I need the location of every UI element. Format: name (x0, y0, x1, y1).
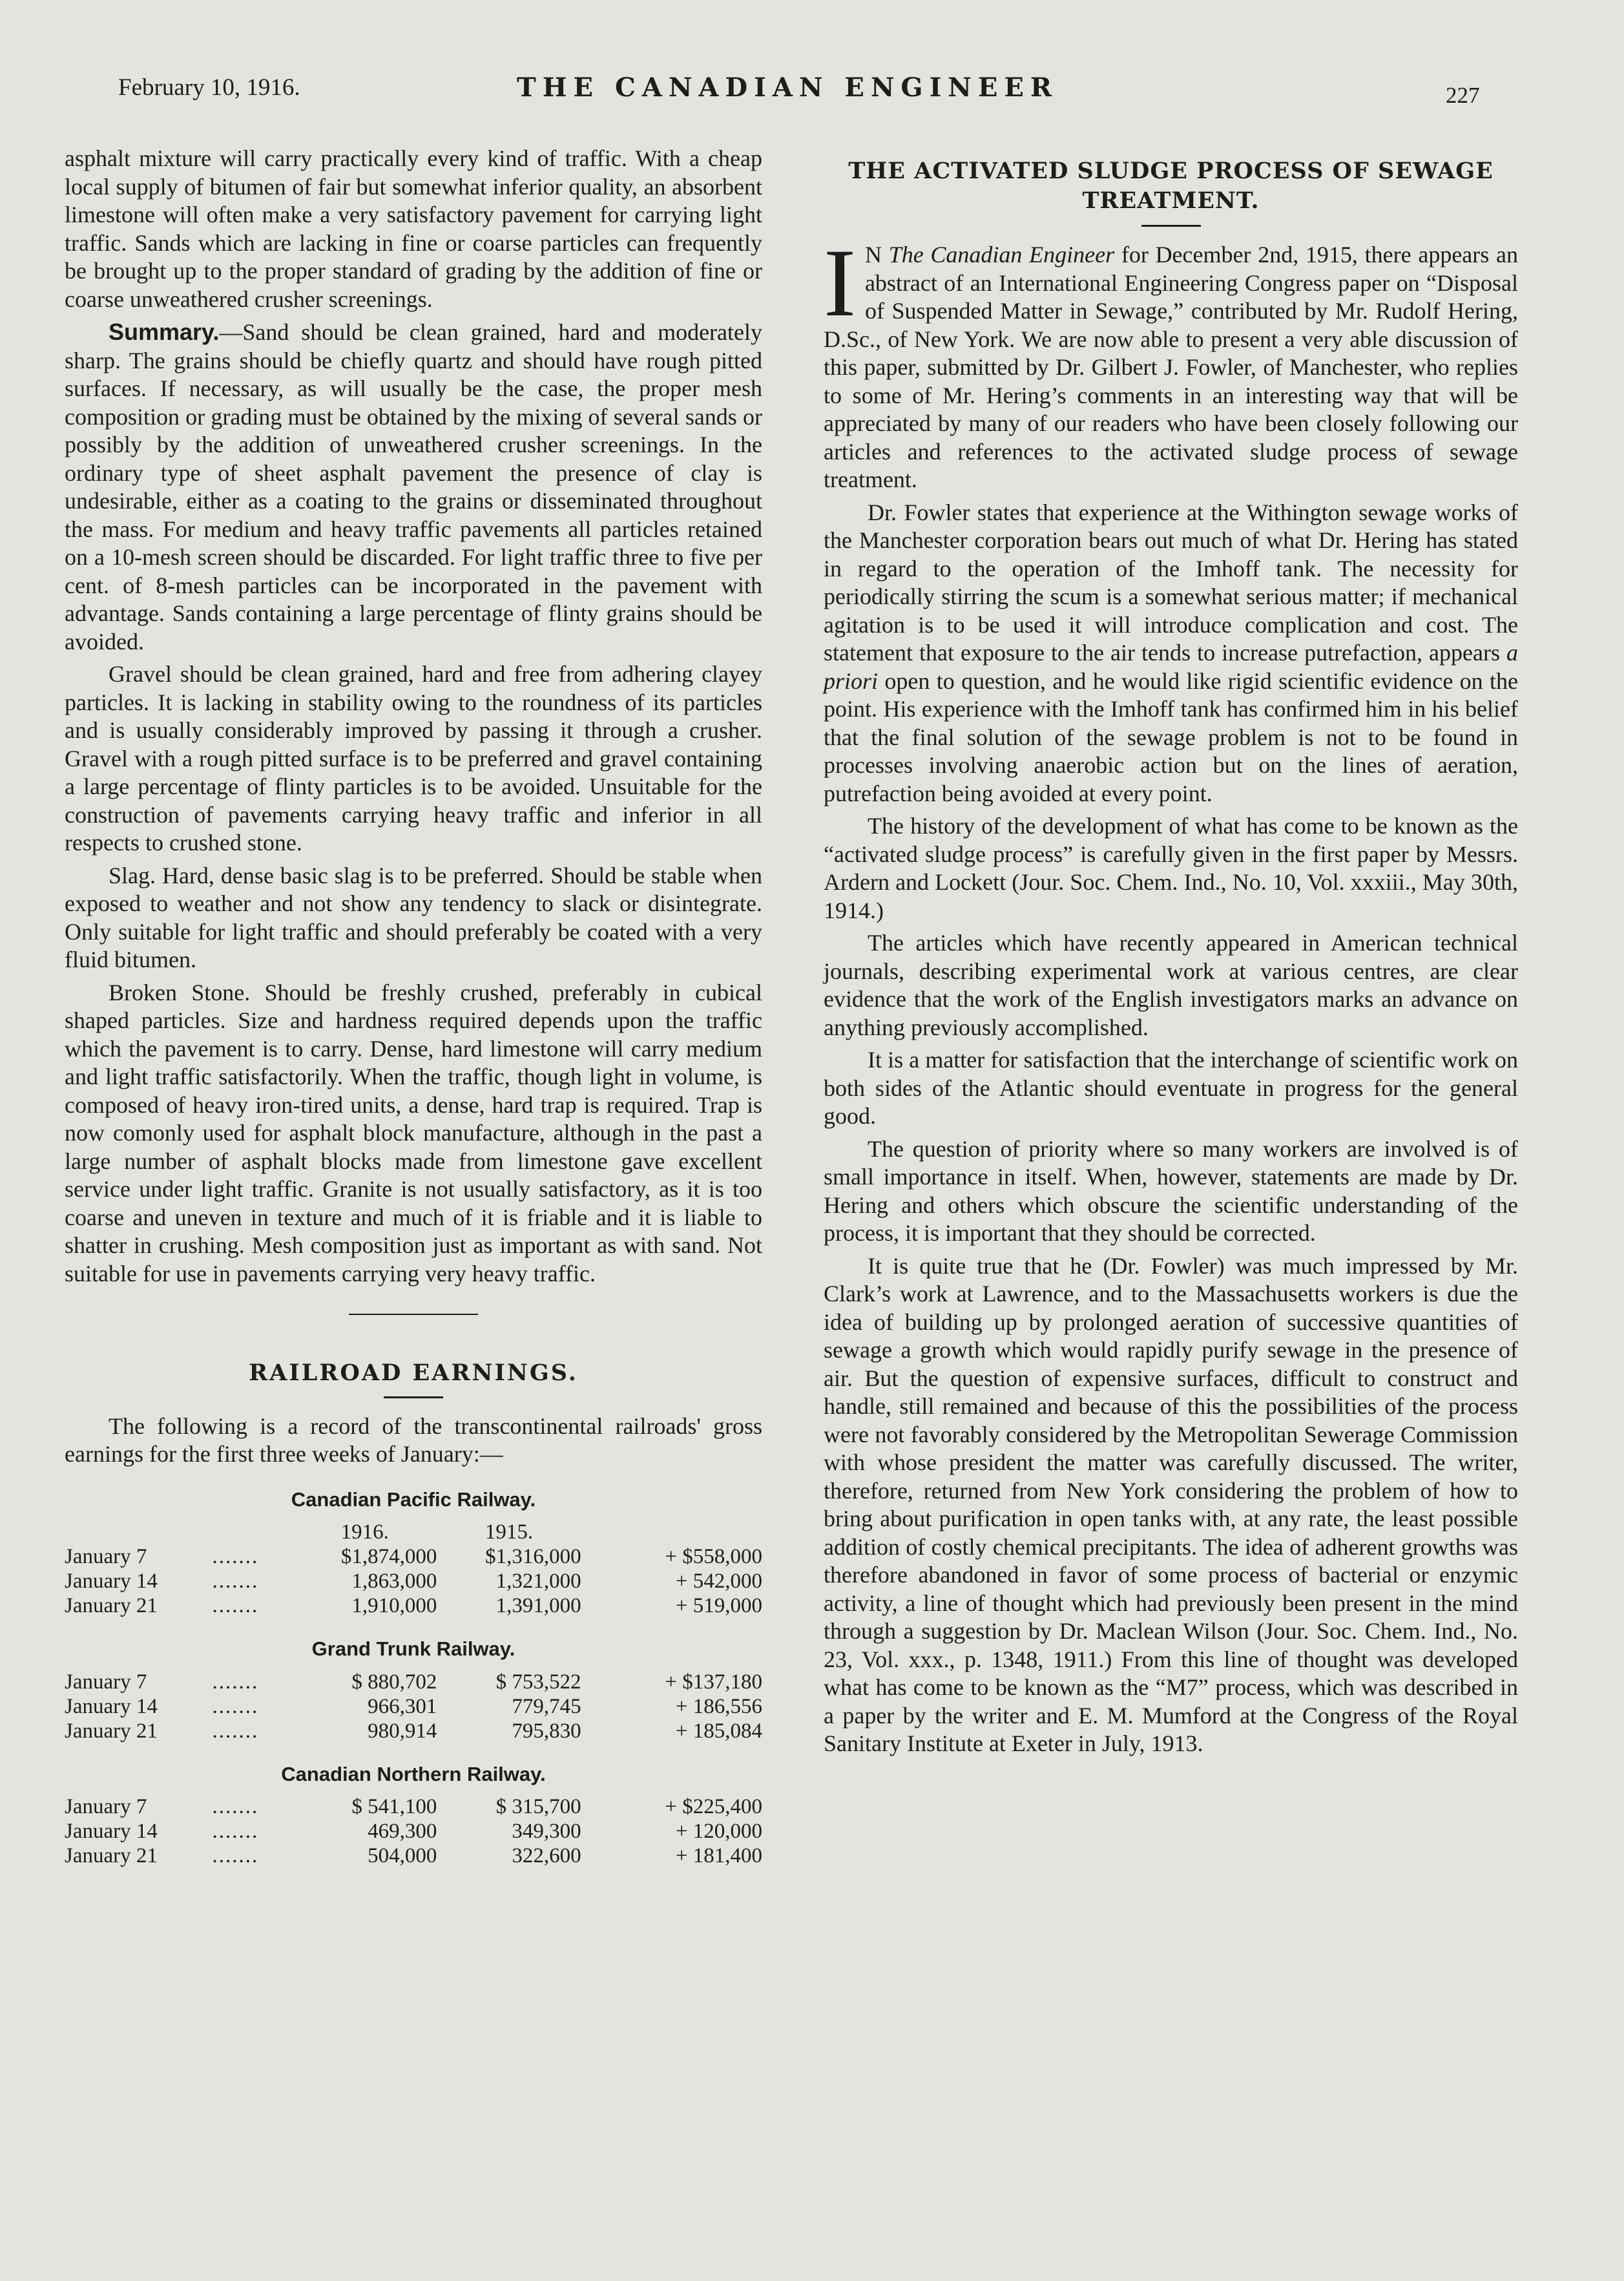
summary-text: —Sand should be clean grained, hard and moderately sharp. The grains should be chiefly quartz and should have rough pitted surfaces. If necessary, as will usually be the case, the proper mesh composition or grading must be obtained by the mixing of several sands or possibly by the addition of unweathered crusher screenings. In the ordinary type of sheet asphalt pavement the presence of clay is undesirable, either as a coating to the grains or disseminated throughout the mass. For medium and heavy traffic pavements all particles retained on a 10-mesh screen should be discarded. For light traffic three to five per cent. of 8-mesh particles can be incorporated in the pavement with advantage. Sands containing a large percentage of flinty grains should be avoided. (65, 319, 762, 655)
table-row: January 7 ....... $1,874,000 $1,316,000 + $558,000 (65, 1545, 762, 1568)
table-row: January 14 ....... 966,301 779,745 + 186,556 (65, 1694, 762, 1718)
article-title: THE ACTIVATED SLUDGE PROCESS OF SEWAGE TREATMENT. (848, 158, 1494, 214)
railroad-intro: The following is a record of the transcontinental railroads' gross earnings for the first three weeks of January:— (65, 1413, 762, 1467)
page-number: 227 (1446, 83, 1480, 108)
section-divider (349, 1314, 478, 1315)
issue-date: February 10, 1916. (118, 74, 300, 101)
table-row: January 21 ....... 980,914 795,830 + 185,084 (65, 1719, 762, 1743)
earnings-table (65, 1794, 762, 1868)
paragraph: asphalt mixture will carry practically every kind of traffic. With a cheap local supply of bitumen of fair but somewhat inferior quality, an absorbent limestone will often make a very satisfactory pavement for carrying light traffic. Sands which are lacking in fine or coarse particles can frequently be brought up to the proper standard of grading by the addition of fine or coarse unweathered crusher screenings. (65, 145, 762, 312)
running-header (0, 70, 1624, 115)
railway-name: Canadian Pacific Railway. (291, 1487, 536, 1511)
year-1916: 1916. (340, 1520, 389, 1544)
railway-name: Grand Trunk Railway. (311, 1637, 515, 1660)
paragraph: Gravel should be clean grained, hard and free from adhering clayey particles. It is lacking in stability owing to the roundness of its particles and is usually considerably improved by passing it through a crusher. Gravel with a rough pitted surface is to be preferred and gravel containing a large percentage of flinty particles is to be avoided. Unsuitable for the construction of pavements carrying heavy traffic and inferior in all respects to crushed stone. (65, 661, 762, 856)
earnings-table (65, 1670, 762, 1743)
article-first-paragraph: I N The Canadian Engineer for December 2nd, 1915, there appears an abstract of an International Engineering Congress paper on “Disposal of Suspended Matter in Sewage,” contributed by Mr. Rudolf Hering, D.Sc., of New York. We are now able to present a very able discussion of this paper, submitted by Dr. Gilbert J. Fowler, of Manchester, who replies to some of Mr. Hering’s comments in an interesting way that will be appreciated by many of our readers who have been closely following our articles and references to the activated sludge process of sewage treatment. (824, 229, 1518, 492)
paragraph: Slag. Hard, dense basic slag is to be preferred. Should be stable when exposed to weather and not show any tendency to slack or disintegrate. Only suitable for light traffic and should preferably be coated with a very fluid bitumen. (65, 862, 762, 972)
earnings-table (65, 1520, 762, 1618)
paragraph: The articles which have recently appeared in American technical journals, describing experimental work at various centres, are clear evidence that the work of the English investigators marks an advance on anything previously accomplished. (824, 930, 1518, 1040)
table-row: January 14 ....... 469,300 349,300 + 120,000 (65, 1820, 762, 1843)
paragraph: Broken Stone. Should be freshly crushed, preferably in cubical shaped particles. Size and hardness required depends upon the traffic which the pavement is to carry. Dense, hard limestone will carry medium and light traffic satisfactorily. When the traffic, though light in volume, is composed of heavy iron-tired units, a dense, hard trap is required. Trap is now comonly used for asphalt block manufacture, although in the past a large number of asphalt blocks made from limestone gave excellent service under light traffic. Granite is not usually satisfactory, as it is too coarse and uneven in texture and much of it is friable and it is liable to shatter in crushing. Mesh composition just as important as with sand. Not suitable for use in pavements carrying very heavy traffic. (65, 979, 762, 1287)
paragraph: It is quite true that he (Dr. Fowler) was much impressed by Mr. Clark’s work at Lawrence, and to the Massachusetts workers is due the idea of building up by prolonged aeration of successive quantities of sewage a growth which would rapidly purify sewage in the presence of air. But the question of expensive surfaces, difficult to construct and handle, still remained and because of this the possibilities of the process were not favorably considered by the Metropolitan Sewerage Commission with whose president the matter was carefully discussed. The writer, therefore, returned from New York considering the problem of how to bring about purification in open tanks with, at any rate, the least possible addition of costly chemical precipitants. The idea of adherent growths was therefore abandoned in favor of some process of bacterial or enzymic activity, a line of thought which had previously been present in the mind through a suggestion by Dr. Maclean Wilson (Jour. Soc. Chem. Ind., No. 23, Vol. xxx., p. 1348, 1911.) From this line of thought was developed what has come to be known as the “M7” process, which was described in a paper by the writer and E. M. Mumford at the Congress of the Royal Sanitary Institute at Exeter in July, 1913. (824, 1252, 1518, 1756)
publication-name: The Canadian Engineer (888, 242, 1115, 268)
railway-section-cnr (65, 1760, 762, 1869)
paragraph: Dr. Fowler states that experience at the Withington sewage works of the Manchester corporation bears out much of what Dr. Hering has stated in regard to the operation of the Imhoff tank. The necessity for periodically stirring the scum is a somewhat serious matter; if mechanical agitation is to be used it will introduce complication and cost. The statement that exposure to the air tends to increase putrefaction, appears a priori open to question, and he would like rigid scientific evidence on the point. His experience with the Imhoff tank has confirmed him in his belief that the final solution of the sewage problem is not to be found in processes involving anaerobic action but on the lines of aeration, putrefaction being avoided at every point. (824, 499, 1518, 806)
year-header-row (65, 1520, 762, 1544)
left-column (65, 145, 762, 1868)
drop-cap: I (824, 229, 856, 337)
table-row: January 7 ....... $ 880,702 $ 753,522 + $137,180 (65, 1670, 762, 1694)
table-row: January 21 ....... 504,000 322,600 + 181,400 (65, 1844, 762, 1867)
summary-lead: Summary. (109, 319, 220, 345)
table-row: January 7 ....... $ 541,100 $ 315,700 + $225,400 (65, 1795, 762, 1818)
title-rule (1141, 225, 1201, 227)
title-rule (384, 1396, 443, 1398)
paragraph: The question of priority where so many workers are involved is of small importance in itself. When, however, statements are made by Dr. Hering and others which obscure the scientific understanding of the process, it is important that they should be corrected. (824, 1135, 1518, 1246)
railway-section-cpr (65, 1486, 762, 1619)
railway-name: Canadian Northern Railway. (281, 1762, 546, 1785)
year-1915: 1915. (484, 1520, 534, 1544)
summary-paragraph (65, 318, 762, 656)
journal-title: THE CANADIAN ENGINEER (517, 72, 1059, 103)
right-column (824, 145, 1518, 1763)
paragraph: The history of the development of what has come to be known as the “activated sludge process” is carefully given in the first paper by Messrs. Ardern and Lockett (Jour. Soc. Chem. Ind., No. 10, Vol. xxxiii., May 30th, 1914.) (824, 813, 1518, 923)
railway-section-gtr (65, 1635, 762, 1743)
railroad-earnings-title: RAILROAD EARNINGS. (249, 1360, 578, 1386)
table-row: January 14 ....... 1,863,000 1,321,000 + 542,000 (65, 1570, 762, 1593)
paragraph: It is a matter for satisfaction that the interchange of scientific work on both sides of the Atlantic should eventuate in progress for the general good. (824, 1047, 1518, 1129)
table-row: January 21 ....... 1,910,000 1,391,000 + 519,000 (65, 1594, 762, 1617)
